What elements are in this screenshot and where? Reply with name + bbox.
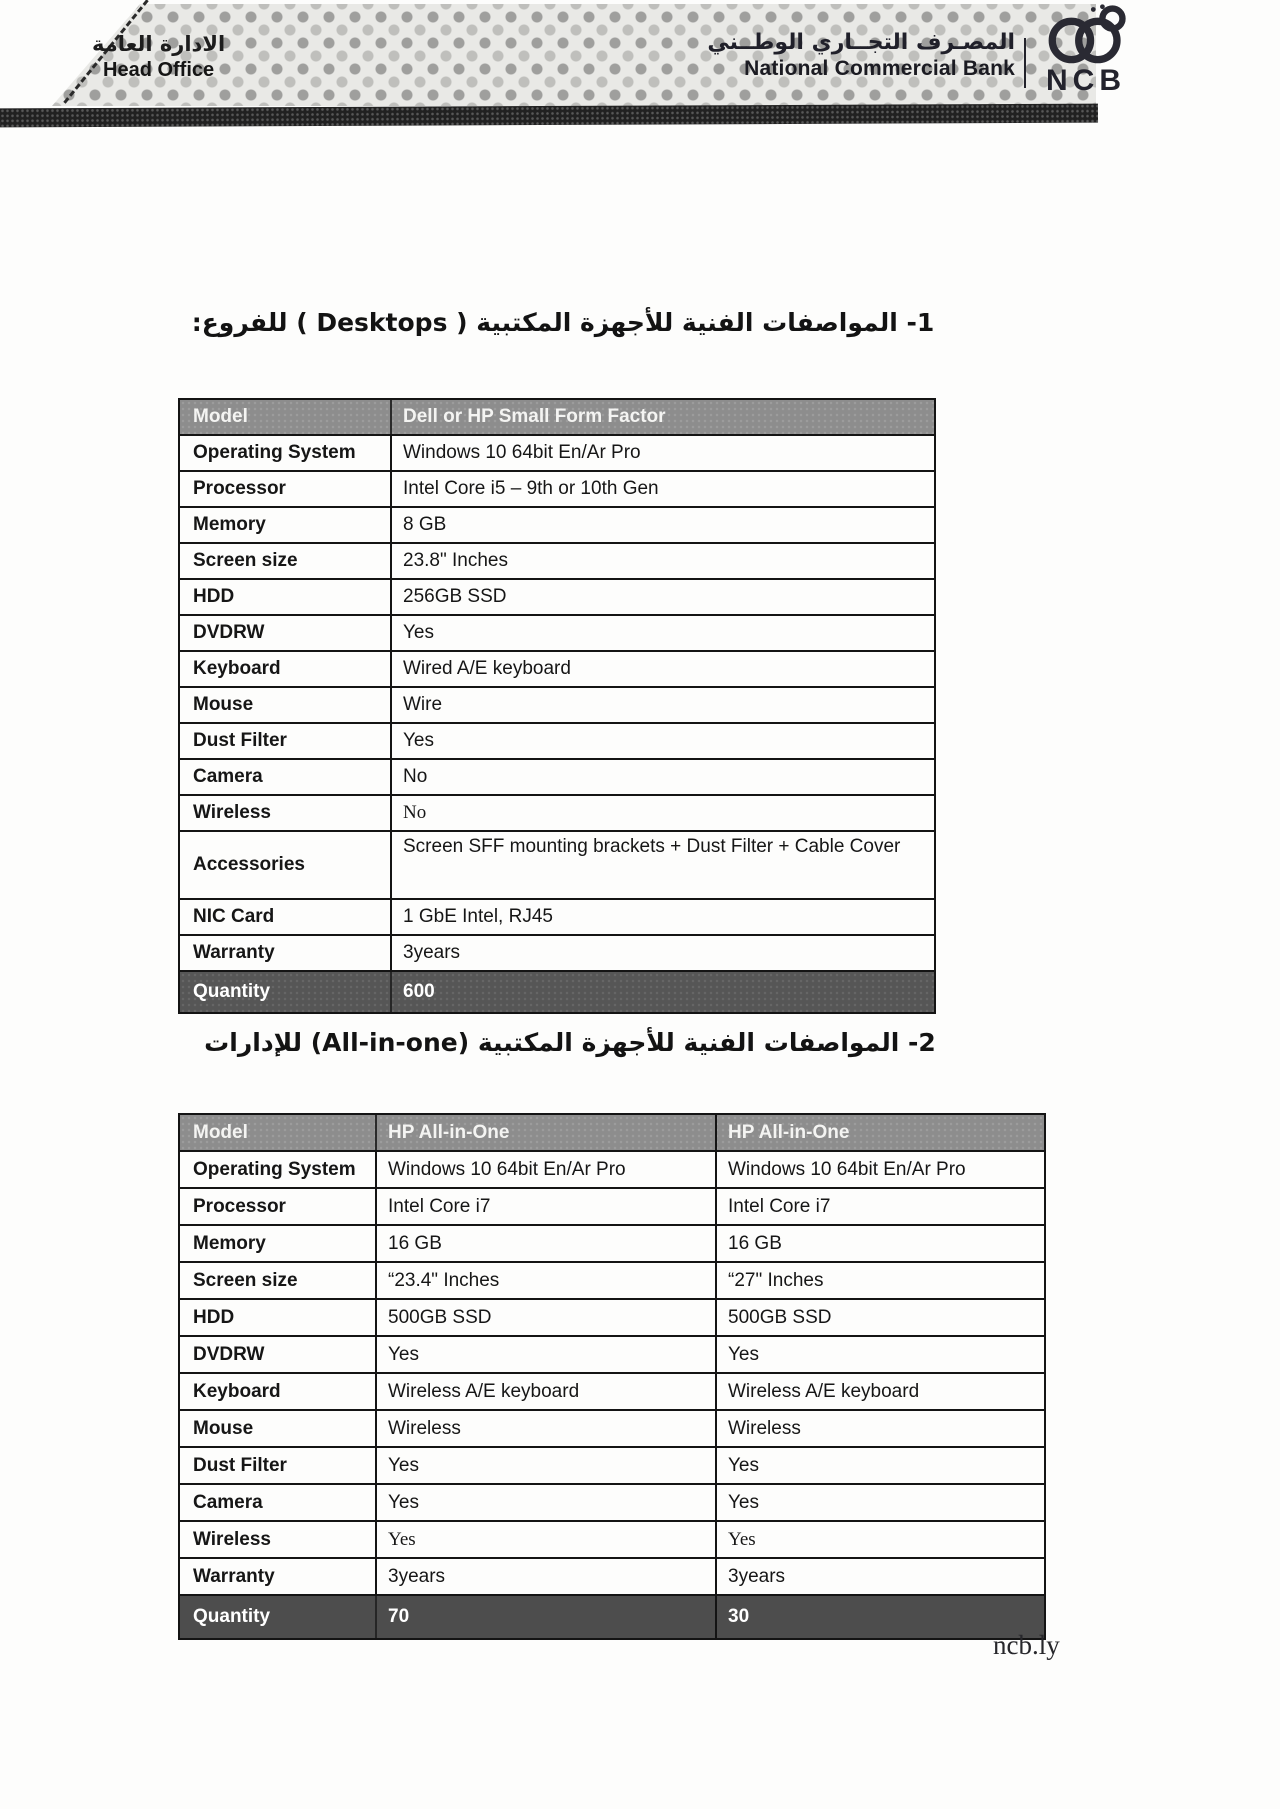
row-value: Wired A/E keyboard [403, 658, 571, 680]
row-col2: Wireless A/E keyboard [728, 1380, 920, 1402]
row-col1: 16 GB [377, 1226, 717, 1261]
table-row [180, 1224, 1044, 1261]
row-label: HDD [180, 580, 392, 614]
table-row [180, 650, 934, 686]
row-col1: Windows 10 64bit En/Ar Pro [377, 1152, 717, 1187]
table-row [180, 1557, 1044, 1594]
table-row [180, 794, 934, 830]
ncb-logo-rings-icon [1040, 4, 1132, 66]
header-col2: HP All-in-One [728, 1121, 850, 1143]
row-value: No [403, 802, 427, 824]
row-label: Keyboard [180, 1374, 377, 1409]
bank-name-english: National Commercial Bank [744, 57, 1015, 80]
row-value: 8 GB [403, 514, 447, 536]
row-label: Dust Filter [180, 724, 392, 758]
row-value: 3years [403, 942, 461, 964]
table-row [180, 830, 934, 898]
row-value: Yes [403, 622, 434, 644]
row-value: Intel Core i5 – 9th or 10th Gen [403, 478, 659, 500]
table-row [180, 758, 934, 794]
row-col2: Yes [728, 1454, 759, 1476]
row-label: Camera [180, 1485, 377, 1520]
row-col2: Yes [728, 1528, 756, 1550]
row-col1: Intel Core i7 [377, 1189, 717, 1224]
row-value: No [403, 766, 428, 788]
ncb-logo [1036, 4, 1136, 96]
row-col1: Wireless A/E keyboard [377, 1374, 717, 1409]
row-label: Processor [180, 472, 392, 506]
bank-name-arabic: المصـرف التجــاري الوطــني [707, 30, 1015, 55]
row-col2: 16 GB [728, 1232, 782, 1254]
row-col2: “27" Inches [728, 1269, 824, 1291]
row-label: Mouse [180, 688, 392, 722]
row-col1: Yes [377, 1522, 717, 1557]
table-row [180, 614, 934, 650]
all-in-one-spec-table [178, 1113, 1046, 1640]
quantity-row [180, 970, 934, 1012]
row-value: 256GB SSD [403, 586, 507, 608]
row-value: Windows 10 64bit En/Ar Pro [403, 442, 641, 464]
table-row [180, 1520, 1044, 1557]
head-office-english: Head Office [103, 59, 215, 81]
table-row [180, 578, 934, 614]
quantity-row [180, 1594, 1044, 1638]
row-label: Operating System [180, 436, 392, 470]
table-row [180, 542, 934, 578]
row-label: Accessories [180, 832, 392, 898]
row-col1: Yes [377, 1448, 717, 1483]
quantity-value: 600 [403, 981, 435, 1003]
row-label: Operating System [180, 1152, 377, 1187]
row-label: Wireless [180, 1522, 377, 1557]
table-row [180, 1298, 1044, 1335]
row-col1: 500GB SSD [377, 1300, 717, 1335]
row-col2: Wireless [728, 1417, 801, 1439]
row-label: Memory [180, 1226, 377, 1261]
bank-name-block [660, 30, 1015, 81]
row-col1: Yes [377, 1337, 717, 1372]
row-col1: “23.4" Inches [377, 1263, 717, 1298]
letterhead-rule-bar [0, 104, 1098, 128]
row-label: Screen size [180, 1263, 377, 1298]
header-label: Model [180, 400, 392, 434]
quantity-label: Quantity [180, 972, 392, 1012]
row-label: Wireless [180, 796, 392, 830]
table-row [180, 898, 934, 934]
desktops-spec-table [178, 398, 936, 1014]
row-value: Screen SFF mounting brackets + Dust Filter + Cable Cover [403, 836, 901, 857]
row-value: Yes [403, 730, 434, 752]
row-label: Mouse [180, 1411, 377, 1446]
row-label: Warranty [180, 1559, 377, 1594]
ncb-logo-text: NCB [1046, 64, 1126, 97]
row-col2: Yes [728, 1343, 759, 1365]
table-row [180, 1261, 1044, 1298]
row-col2: 3years [728, 1565, 786, 1587]
head-office-block [92, 32, 225, 82]
table-row [180, 934, 934, 970]
row-label: Memory [180, 508, 392, 542]
table-row [180, 1150, 1044, 1187]
table-row [180, 470, 934, 506]
row-col2: Yes [728, 1491, 759, 1513]
header-col1: HP All-in-One [377, 1115, 717, 1150]
row-label: Dust Filter [180, 1448, 377, 1483]
row-label: Warranty [180, 936, 392, 970]
table-header-row [180, 1115, 1044, 1150]
row-label: HDD [180, 1300, 377, 1335]
table-row [180, 1372, 1044, 1409]
row-col1: Wireless [377, 1411, 717, 1446]
quantity-col2: 30 [728, 1606, 750, 1628]
row-value: Wire [403, 694, 443, 716]
head-office-arabic: الادارة العامة [92, 32, 226, 56]
row-col2: Windows 10 64bit En/Ar Pro [728, 1158, 966, 1180]
row-label: DVDRW [180, 1337, 377, 1372]
row-label: NIC Card [180, 900, 392, 934]
table-row [180, 722, 934, 758]
table-row [180, 506, 934, 542]
table-row [180, 1335, 1044, 1372]
row-value: 1 GbE Intel, RJ45 [403, 906, 553, 928]
table-row [180, 1483, 1044, 1520]
row-col1: Yes [377, 1485, 717, 1520]
table-row [180, 1409, 1044, 1446]
table-header-row [180, 400, 934, 434]
row-value: 23.8" Inches [403, 550, 508, 572]
quantity-col1: 70 [377, 1596, 717, 1638]
row-label: Camera [180, 760, 392, 794]
quantity-label: Quantity [180, 1596, 377, 1638]
row-col2: 500GB SSD [728, 1306, 832, 1328]
row-label: Processor [180, 1189, 377, 1224]
section2-title: 2- المواصفات الفنية للأجهزة المكتبية (All-in-one) للإدارات [204, 1028, 936, 1057]
table-row [180, 1187, 1044, 1224]
row-col1: 3years [377, 1559, 717, 1594]
row-label: Keyboard [180, 652, 392, 686]
website-footer: ncb.ly [993, 1630, 1060, 1660]
table-row [180, 1446, 1044, 1483]
row-label: Screen size [180, 544, 392, 578]
header-label: Model [180, 1115, 377, 1150]
table-row [180, 686, 934, 722]
row-col2: Intel Core i7 [728, 1195, 831, 1217]
row-label: DVDRW [180, 616, 392, 650]
header-value: Dell or HP Small Form Factor [403, 406, 666, 428]
table-row [180, 434, 934, 470]
section1-title: 1- المواصفات الفنية للأجهزة المكتبية ( Desktops ) للفروع: [191, 308, 935, 337]
header-divider-line [1024, 38, 1026, 88]
